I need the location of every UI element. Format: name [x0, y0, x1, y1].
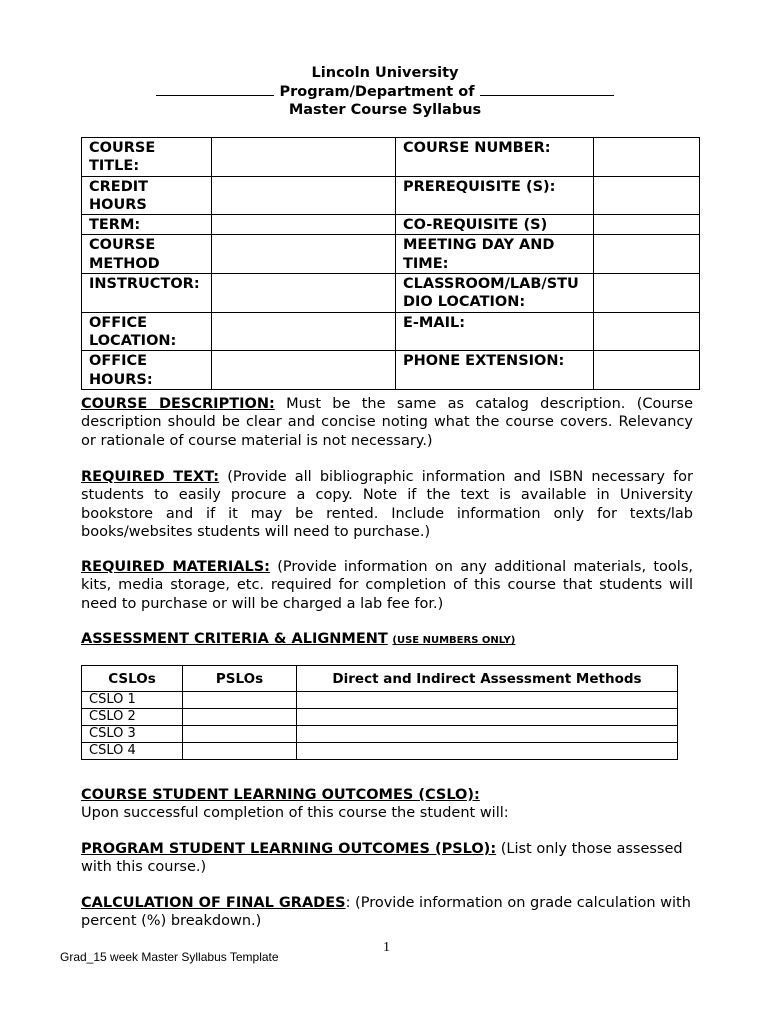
- corequisite-label: CO-REQUISITE (S): [396, 215, 594, 235]
- program-line: [0, 82, 770, 101]
- cslo-label: CSLO 3: [82, 726, 183, 743]
- table-row: [82, 692, 678, 709]
- required-materials-text: (Provide information on any additional materials, tools, kits, media storage, etc. required for completion of this course that students will need to purchase or will be charged a lab fee for.): [81, 559, 693, 612]
- program-label: Program/Department of: [279, 84, 475, 100]
- credit-hours-field[interactable]: [212, 176, 396, 215]
- office-hours-field[interactable]: [212, 351, 396, 390]
- method-cell[interactable]: [297, 709, 678, 726]
- office-location-label: OFFICE LOCATION:: [82, 312, 212, 351]
- assessment-heading: ASSESSMENT CRITERIA & ALIGNMENT: [81, 631, 388, 647]
- required-text-section: [81, 468, 693, 541]
- program-blank-right: [480, 82, 614, 96]
- phone-extension-field[interactable]: [594, 351, 700, 390]
- prerequisite-field[interactable]: [594, 176, 700, 215]
- course-description-section: [81, 395, 693, 450]
- program-blank-left: [156, 82, 274, 96]
- course-method-label: COURSE METHOD: [82, 235, 212, 274]
- document-header: [0, 64, 770, 119]
- table-row: [82, 743, 678, 760]
- pslo-cell[interactable]: [183, 692, 297, 709]
- course-number-field[interactable]: [594, 138, 700, 177]
- credit-hours-label: CREDIT HOURS: [82, 176, 212, 215]
- cslo-section: [81, 786, 693, 823]
- method-cell[interactable]: [297, 692, 678, 709]
- course-title-label: COURSE TITLE:: [82, 138, 212, 177]
- classroom-location-label: CLASSROOM/LAB/STUDIO LOCATION:: [396, 274, 594, 313]
- pslo-cell[interactable]: [183, 709, 297, 726]
- prerequisite-label: PREREQUISITE (S):: [396, 176, 594, 215]
- email-label: E-MAIL:: [396, 312, 594, 351]
- term-label: TERM:: [82, 215, 212, 235]
- info-row: [82, 274, 700, 313]
- table-row: [82, 709, 678, 726]
- instructor-label: INSTRUCTOR:: [82, 274, 212, 313]
- course-info-table: [81, 137, 700, 390]
- pslos-header: PSLOs: [183, 666, 297, 692]
- required-materials-heading: REQUIRED MATERIALS:: [81, 559, 270, 575]
- cslo-label: CSLO 4: [82, 743, 183, 760]
- course-description-text: Must be the same as catalog description. (Course description should be clear and concise noting what the course covers. Relevancy or rationale of course material is not necessary.): [81, 396, 693, 449]
- method-cell[interactable]: [297, 726, 678, 743]
- method-cell[interactable]: [297, 743, 678, 760]
- final-grades-heading: CALCULATION OF FINAL GRADES: [81, 895, 346, 911]
- email-field[interactable]: [594, 312, 700, 351]
- university-name: Lincoln University: [311, 65, 459, 81]
- cslos-header: CSLOs: [82, 666, 183, 692]
- cslo-label: CSLO 2: [82, 709, 183, 726]
- meeting-day-time-field[interactable]: [594, 235, 700, 274]
- office-location-field[interactable]: [212, 312, 396, 351]
- pslo-section: [81, 840, 693, 877]
- footer-template-name: Grad_15 week Master Syllabus Template: [60, 950, 279, 964]
- info-row: [82, 235, 700, 274]
- assessment-note: (USE NUMBERS ONLY): [392, 635, 516, 646]
- course-description-heading: COURSE DESCRIPTION:: [81, 396, 275, 412]
- term-field[interactable]: [212, 215, 396, 235]
- info-row: [82, 312, 700, 351]
- classroom-location-field[interactable]: [594, 274, 700, 313]
- assessment-section: [81, 630, 693, 650]
- instructor-field[interactable]: [212, 274, 396, 313]
- pslo-heading: PROGRAM STUDENT LEARNING OUTCOMES (PSLO):: [81, 841, 497, 857]
- meeting-day-time-label: MEETING DAY AND TIME:: [396, 235, 594, 274]
- info-row: [82, 351, 700, 390]
- table-row: [82, 726, 678, 743]
- assessment-header-row: [82, 666, 678, 692]
- pslo-cell[interactable]: [183, 726, 297, 743]
- required-text-text: (Provide all bibliographic information and ISBN necessary for students to easily procure a copy. Note if the text is available in University bookstore and if it may be rented. Include information only for texts/lab books/websites students will need to purchase.): [81, 469, 694, 540]
- final-grades-section: [81, 894, 693, 931]
- corequisite-field[interactable]: [594, 215, 700, 235]
- info-row: [82, 215, 700, 235]
- course-method-field[interactable]: [212, 235, 396, 274]
- syllabus-title: Master Course Syllabus: [288, 102, 482, 118]
- final-grades-text: : (Provide information on grade calculation with percent (%) breakdown.): [81, 895, 691, 930]
- assessment-table: [81, 665, 678, 760]
- pslo-text: (List only those assessed with this course.): [81, 841, 683, 876]
- cslo-label: CSLO 1: [82, 692, 183, 709]
- pslo-cell[interactable]: [183, 743, 297, 760]
- cslo-text: Upon successful completion of this course the student will:: [81, 805, 509, 822]
- course-title-field[interactable]: [212, 138, 396, 177]
- info-row: [82, 176, 700, 215]
- office-hours-label: OFFICE HOURS:: [82, 351, 212, 390]
- page-number: 1: [383, 940, 390, 955]
- required-materials-section: [81, 558, 693, 613]
- methods-header: Direct and Indirect Assessment Methods: [297, 666, 678, 692]
- phone-extension-label: PHONE EXTENSION:: [396, 351, 594, 390]
- info-row: [82, 138, 700, 177]
- cslo-heading: COURSE STUDENT LEARNING OUTCOMES (CSLO):: [81, 787, 480, 803]
- required-text-heading: REQUIRED TEXT:: [81, 469, 220, 485]
- course-number-label: COURSE NUMBER:: [396, 138, 594, 177]
